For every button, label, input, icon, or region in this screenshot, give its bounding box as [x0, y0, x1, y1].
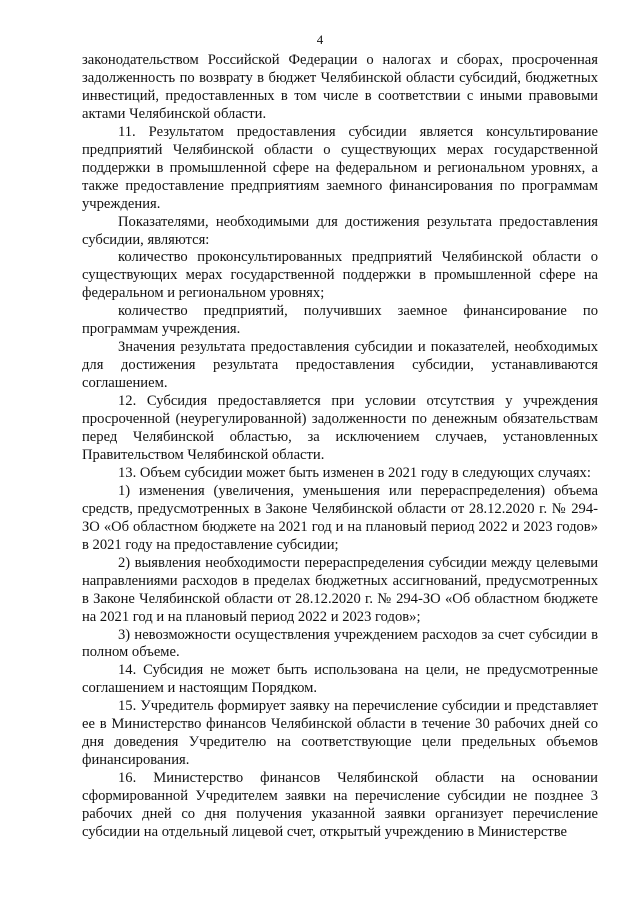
paragraph: 14. Субсидия не может быть использована на цели, не предусмотренные соглашением и настоящим Порядком.	[82, 662, 598, 697]
document-body	[82, 52, 598, 842]
paragraph: 13. Объем субсидии может быть изменен в 2021 году в следующих случаях:	[118, 464, 591, 481]
page-number: 4	[316, 32, 324, 47]
paragraph: законодательством Российской Федерации о налогах и сборах, просроченная задолженность по возврату в бюджет Челябинской области субсидий, бюджетных инвестиций, предоставленных в том числе в соответствии с иными правовыми актами Челябинской области.	[82, 52, 598, 122]
paragraph: 11. Результатом предоставления субсидии является консультирование предприятий Челябинской области о существующих мерах государственной поддержки в промышленной сфере на федеральном и региональном уровнях, а также предоставление предприятиям заемного финансирования по программам учреждения.	[82, 123, 598, 212]
paragraph: 3) невозможности осуществления учреждением расходов за счет субсидии в полном объеме.	[82, 626, 598, 661]
paragraph: 2) выявления необходимости перераспределения субсидии между целевыми направлениями расходов в пределах бюджетных ассигнований, предусмотренных в Законе Челябинской области от 28.12.2020 г. № 294-ЗО «Об областном бюджете на 2021 год и на плановый период 2022 и 2023 годов»;	[82, 554, 598, 625]
paragraph: 1) изменения (увеличения, уменьшения или перераспределения) объема средств, предусмотренных в Законе Челябинской области от 28.12.2020 г. № 294-ЗО «Об областном бюджете на 2021 год и на плановый период 2022 и 2023 годов» в 2021 году на предоставление субсидии;	[82, 482, 598, 553]
paragraph: количество проконсультированных предприятий Челябинской области о существующих мерах государственной поддержки в промышленной сфере на федеральном и региональном уровнях;	[82, 249, 598, 302]
paragraph: 16. Министерство финансов Челябинской области на основании сформированной Учредителем заявки на перечисление субсидии не позднее 3 рабочих дней со дня получения указанной заявки организует перечисление субсидии на отдельный лицевой счет, открытый учреждению в Министерстве	[82, 770, 598, 840]
paragraph: Значения результата предоставления субсидии и показателей, необходимых для достижения результата предоставления субсидии, устанавливаются соглашением.	[82, 339, 598, 392]
paragraph: 12. Субсидия предоставляется при условии отсутствия у учреждения просроченной (неурегулированной) задолженности по денежным обязательствам перед Челябинской областью, за исключением случаев, установленных Правительством Челябинской области.	[82, 393, 598, 463]
paragraph: Показателями, необходимыми для достижения результата предоставления субсидии, являются:	[82, 213, 598, 248]
paragraph: количество предприятий, получивших заемное финансирование по программам учреждения.	[82, 303, 598, 338]
paragraph: 15. Учредитель формирует заявку на перечисление субсидии и представляет ее в Министерство финансов Челябинской области в течение 30 рабочих дней со дня доведения Учредителю на соответствующие цели предельных объемов финансирования.	[82, 698, 598, 769]
